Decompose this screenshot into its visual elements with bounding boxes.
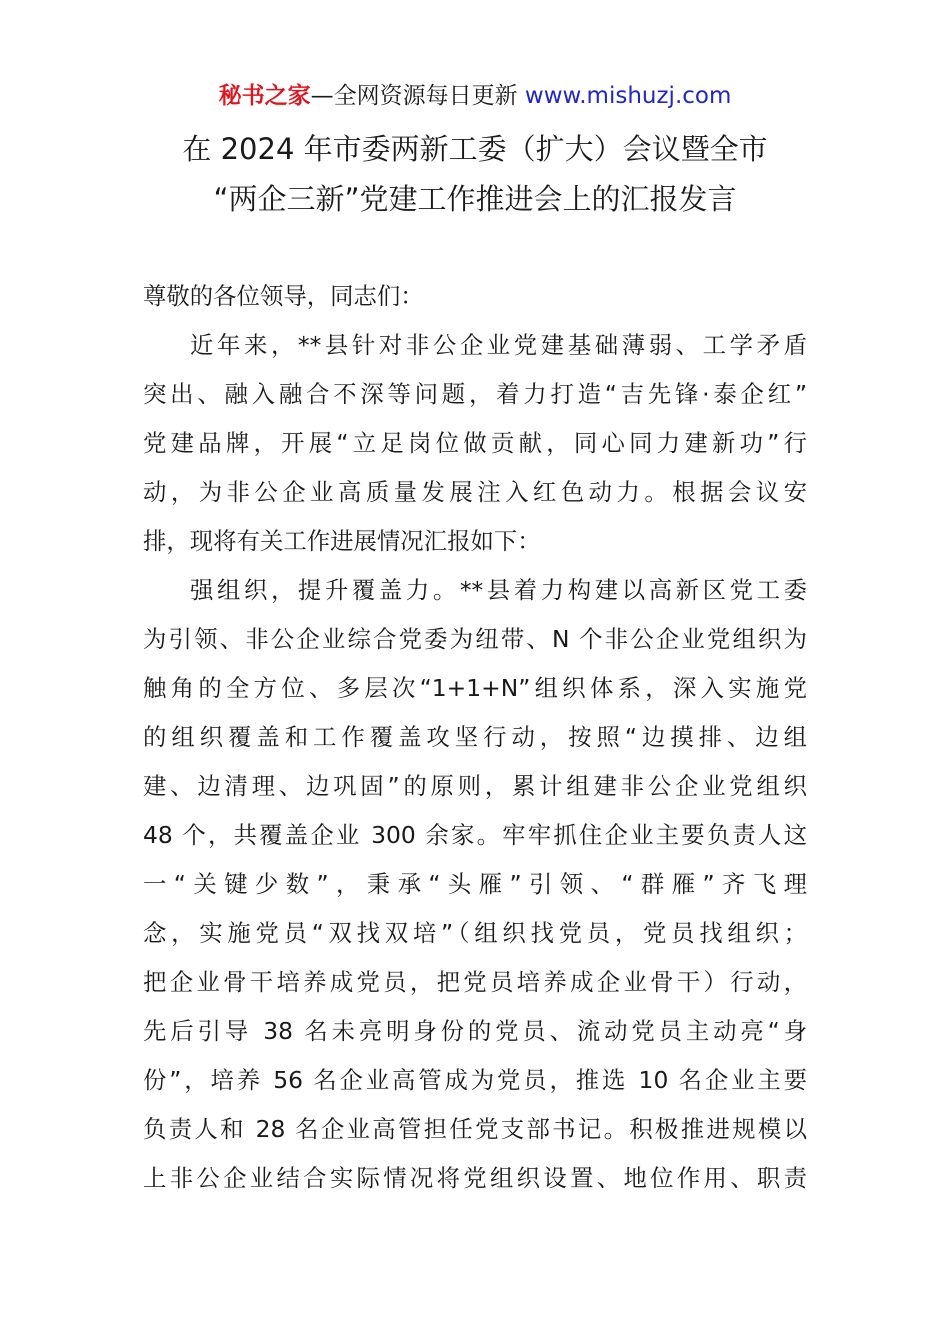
paragraph-line: 建、边清理、边巩固”的原则，累计组建非公企业党组织 xyxy=(143,772,807,800)
paragraph-line: 念，实施党员“双找双培”（组织找党员，党员找组织； xyxy=(143,919,807,947)
paragraph-line: 为引领、非公企业综合党委为纽带、N 个非公企业党组织为 xyxy=(143,625,807,653)
paragraph-line: 一“关键少数”，秉承“头雁”引领、“群雁”齐飞理 xyxy=(143,870,807,898)
paragraph-line: 48 个，共覆盖企业 300 余家。牢牢抓住企业主要负责人这 xyxy=(143,821,807,849)
document-body xyxy=(143,272,807,1203)
site-url-link[interactable]: www.mishuzj.com xyxy=(524,83,732,109)
paragraph-line: 动，为非公企业高质量发展注入红色动力。根据会议安 xyxy=(143,478,807,506)
paragraph-line: 强组织，提升覆盖力。**县着力构建以高新区党工委 xyxy=(190,576,807,604)
paragraph-line: 把企业骨干培养成党员，把党员培养成企业骨干）行动， xyxy=(143,968,807,996)
paragraph-line: 突出、融入融合不深等问题，着力打造“吉先锋·泰企红” xyxy=(143,380,807,408)
paragraph-line: 排，现将有关工作进展情况汇报如下： xyxy=(143,527,541,555)
paragraph-line: 触角的全方位、多层次“1+1+N”组织体系，深入实施党 xyxy=(143,674,807,702)
paragraph-line: 近年来，**县针对非公企业党建基础薄弱、工学矛盾 xyxy=(190,331,807,359)
document-title xyxy=(0,124,950,224)
paragraph-line: 党建品牌，开展“立足岗位做贡献，同心同力建新功”行 xyxy=(143,429,807,457)
site-brand: 秘书之家 xyxy=(218,83,311,109)
site-tagline: —全网资源每日更新 xyxy=(310,83,518,109)
paragraph-line: 先后引导 38 名未亮明身份的党员、流动党员主动亮“身 xyxy=(143,1017,807,1045)
paragraph-line: 份”，培养 56 名企业高管成为党员，推选 10 名企业主要 xyxy=(143,1066,807,1094)
paragraph-line: 负责人和 28 名企业高管担任党支部书记。积极推进规模以 xyxy=(143,1115,807,1143)
site-header xyxy=(0,80,950,112)
document-title-line-2: “两企三新”党建工作推进会上的汇报发言 xyxy=(213,182,737,216)
document-title-line-1: 在 2024 年市委两新工委（扩大）会议暨全市 xyxy=(182,132,768,166)
salutation: 尊敬的各位领导，同志们： xyxy=(143,282,424,310)
paragraph-line: 上非公企业结合实际情况将党组织设置、地位作用、职责 xyxy=(143,1164,807,1192)
paragraph-line: 的组织覆盖和工作覆盖攻坚行动，按照“边摸排、边组 xyxy=(143,723,807,751)
